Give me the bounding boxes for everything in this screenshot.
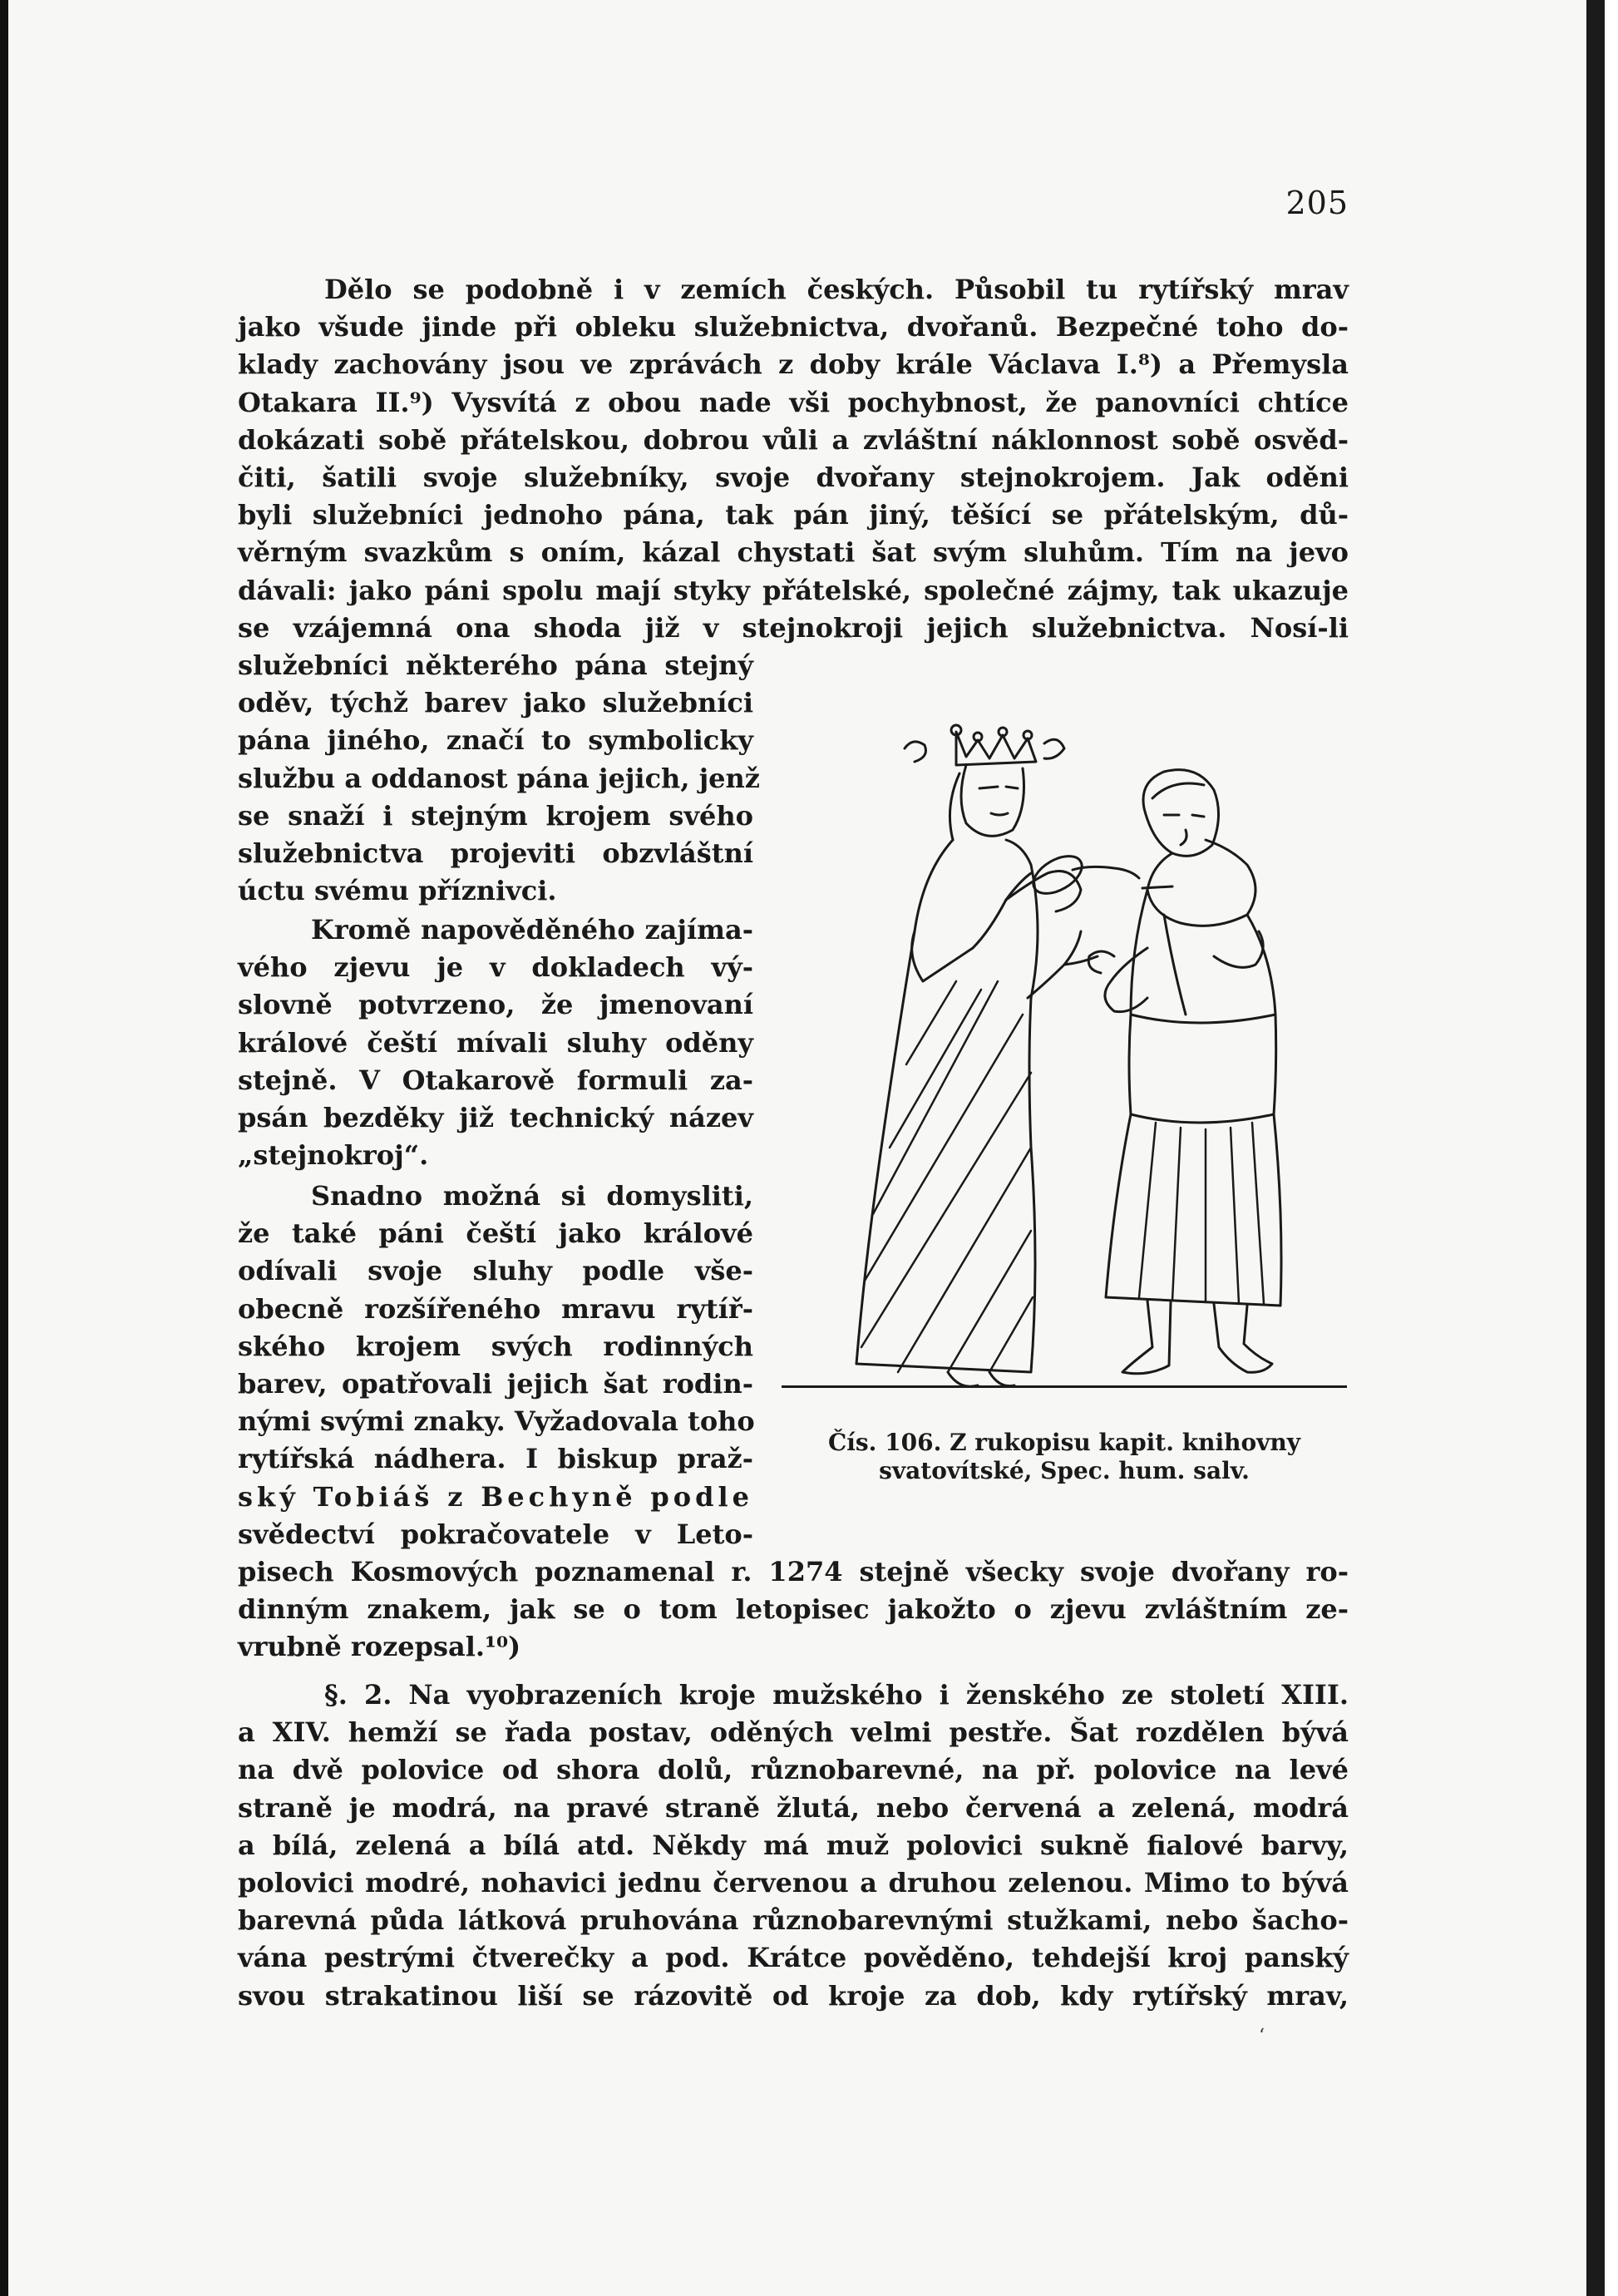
- text-line: služebnictva projeviti obzvláštní: [238, 837, 753, 870]
- text-line: vána pestrými čtverečky a pod. Krátce pověděno, tehdejší kroj panský: [238, 1942, 1349, 1974]
- text-line: dokázati sobě přátelskou, dobrou vůli a zvláštní náklonnost sobě osvěd-: [238, 423, 1349, 456]
- figure-caption-line2: svatovítské, Spec. hum. salv.: [879, 1457, 1250, 1484]
- text-line: že také páni čeští jako králové: [238, 1217, 753, 1250]
- paragraph-bottom-continuation: [238, 1553, 1349, 1666]
- text-line: klady zachovány jsou ve zprávách z doby krále Václava I.⁸) a Přemysla: [238, 348, 1349, 381]
- text-line: se snaží i stejným krojem svého: [238, 799, 753, 832]
- text-line: službu a oddanost pána jejich, jenž: [238, 762, 760, 794]
- text-line: Kromě napověděného zajíma-: [311, 914, 753, 946]
- figure-caption: [798, 1429, 1330, 1485]
- stray-mark: ‘: [1259, 2026, 1265, 2047]
- text-line: svědectví pokračovatele v Leto-: [238, 1518, 753, 1550]
- text-line: straně je modrá, na pravé straně žlutá, nebo červená a zelená, modrá: [238, 1791, 1349, 1824]
- text-line: pisech Kosmových poznamenal r. 1274 stejně všecky svoje dvořany ro-: [238, 1556, 1349, 1587]
- text-line: čiti, šatili svoje služebníky, svoje dvořany stejnokrojem. Jak oděni: [238, 462, 1349, 494]
- text-line: nými svými znaky. Vyžadovala toho: [238, 1405, 755, 1438]
- illustration-queen-and-servant: [782, 682, 1347, 1394]
- text-line: vrubně rozepsal.¹⁰): [238, 1631, 521, 1663]
- text-line: rytířská nádhera. I biskup praž-: [238, 1443, 753, 1475]
- text-line: barevná půda látková pruhována různobarevnými stužkami, nebo šacho-: [238, 1904, 1349, 1937]
- text-line: oděv, týchž barev jako služebníci: [238, 687, 753, 719]
- text-line: úctu svému příznivci.: [238, 875, 557, 907]
- text-line: dávali: jako páni spolu mají styky přátelské, společné zájmy, tak ukazuje: [238, 574, 1349, 606]
- text-line: Dělo se podobně i v zemích českých. Působil tu rytířský mrav: [324, 274, 1349, 305]
- text-line: služebníci některého pána stejný: [238, 649, 753, 681]
- paragraph-left-3: [238, 1178, 753, 1553]
- text-line: byli služebníci jednoho pána, tak pán jiný, těšící se přátelským, dů-: [238, 499, 1349, 531]
- text-line: Otakara II.⁹) Vysvítá z obou nade vši pochybnost, že panovníci chtíce: [238, 386, 1349, 418]
- text-line: stejně. V Otakarově formuli za-: [238, 1064, 753, 1096]
- scan-right-margin: [1605, 0, 1618, 2296]
- figure-caption-line1: Čís. 106. Z rukopisu kapit. knihovny: [827, 1429, 1301, 1456]
- text-line: věrným svazkům s oním, kázal chystati šat svým sluhům. Tím na jevo: [238, 536, 1349, 569]
- text-line: psán bezděky již technický název: [238, 1102, 753, 1134]
- text-line: jako všude jinde při obleku služebnictva, dvořanů. Bezpečné toho do-: [238, 311, 1349, 343]
- text-line: a bílá, zelená a bílá atd. Někdy má muž polovici sukně fialové barvy,: [238, 1829, 1349, 1861]
- paragraph-left-1: [238, 647, 760, 910]
- paragraph-intro: [238, 271, 1349, 647]
- text-line: §. 2. Na vyobrazeních kroje mužského i ženského ze století XIII.: [324, 1679, 1349, 1711]
- text-line: vého zjevu je v dokladech vý-: [238, 951, 753, 984]
- text-line: králové čeští mívali sluhy oděny: [238, 1026, 753, 1059]
- text-line: a XIV. hemží se řada postav, oděných velmi pestře. Šat rozdělen bývá: [238, 1716, 1349, 1749]
- figure-rule: [782, 1385, 1347, 1388]
- page-number: 205: [1285, 185, 1349, 221]
- text-line: obecně rozšířeného mravu rytíř-: [238, 1292, 753, 1325]
- scan-right-shadow: [1586, 0, 1605, 2296]
- paragraph-section-2: [238, 1676, 1349, 2015]
- text-line: barev, opatřovali jejich šat rodin-: [238, 1368, 753, 1400]
- scan-left-edge: [0, 0, 8, 2296]
- text-line: Snadno možná si domysliti,: [311, 1180, 753, 1212]
- text-line: se vzájemná ona shoda již v stejnokroji jejich služebnictva. Nosí-li: [238, 611, 1349, 644]
- text-line: pána jiného, značí to symbolicky: [238, 724, 753, 757]
- text-line: na dvě polovice od shora dolů, různobarevné, na př. polovice na levé: [238, 1754, 1349, 1786]
- text-line: odívali svoje sluhy podle vše-: [238, 1255, 753, 1287]
- text-line: slovně potvrzeno, že jmenovaní: [238, 989, 753, 1021]
- text-line: ský Tobiáš z Bechyně podle: [238, 1480, 753, 1513]
- text-line: polovici modré, nohavici jednu červenou a druhou zelenou. Mimo to bývá: [238, 1867, 1349, 1899]
- text-line: svou strakatinou liší se rázovitě od kroje za dob, kdy rytířský mrav,: [238, 1979, 1349, 2012]
- text-line: „stejnokroj“.: [238, 1139, 429, 1172]
- paragraph-left-2: [238, 911, 753, 1174]
- text-line: ského krojem svých rodinných: [238, 1330, 753, 1362]
- text-line: dinným znakem, jak se o tom letopisec jakožto o zjevu zvláštním ze-: [238, 1593, 1349, 1626]
